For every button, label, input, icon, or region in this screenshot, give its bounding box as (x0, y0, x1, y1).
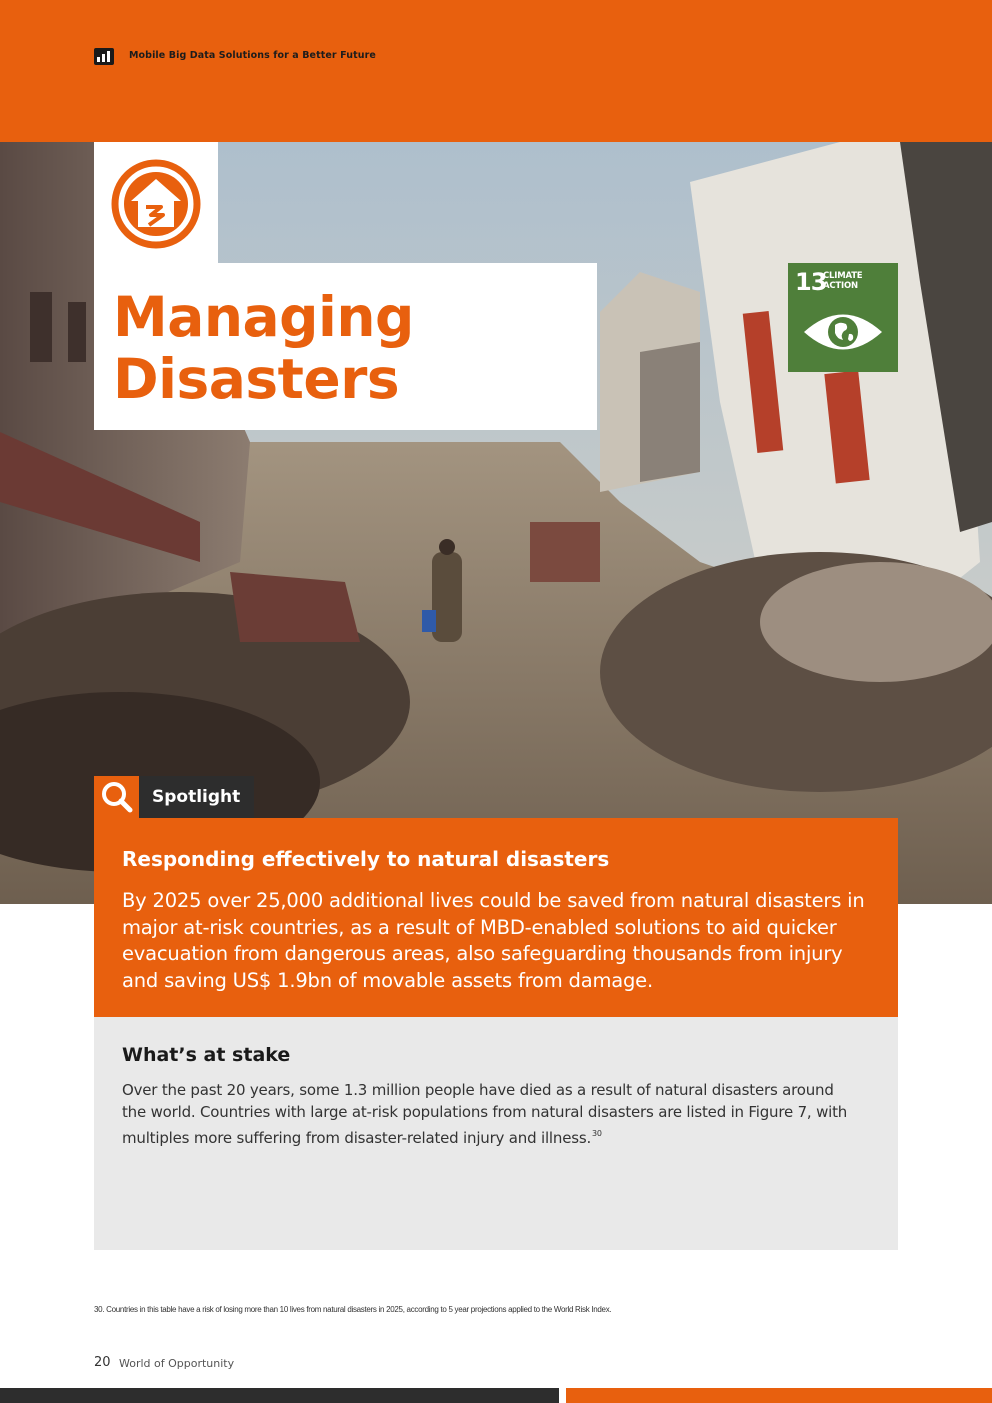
whats-at-stake-body (122, 1079, 862, 1149)
footnote-ref[interactable]: 30 (592, 1129, 602, 1138)
eye-globe-icon (802, 307, 884, 357)
whats-at-stake-text: Over the past 20 years, some 1.3 million people have died as a result of natural disasters around the world. Countries with large at-risk populations from natural disasters are listed in Figure 7, with multiples more suffering from disaster-related injury and illness. (122, 1081, 848, 1147)
whats-at-stake-panel (94, 1017, 898, 1250)
spotlight-panel (94, 818, 898, 1017)
footnote: 30. Countries in this table have a risk of losing more than 10 lives from natural disasters in 2025, according to 5 year projections applied to the World Risk Index. (94, 1305, 612, 1314)
page-title (113, 286, 414, 410)
publication-title: Mobile Big Data Solutions for a Better Future (129, 50, 376, 61)
footer-bar-dark (0, 1388, 559, 1403)
spotlight-heading: Responding effectively to natural disasters (122, 847, 610, 871)
footer-label: World of Opportunity (119, 1357, 235, 1370)
sdg-label (823, 272, 883, 291)
section-icon-box (94, 142, 218, 264)
page-number: 20 (94, 1355, 111, 1370)
footer-bar-orange (566, 1388, 992, 1403)
spotlight-body: By 2025 over 25,000 additional lives could be saved from natural disasters in major at-risk countries, as a result of MBD-enabled solutions to aid quicker evacuation from dangerous areas, also safeguarding thousands from injury and saving US$ 1.9bn of movable assets from damage. (122, 889, 865, 992)
spotlight-icon-box (94, 776, 139, 818)
sdg-number: 13 (795, 268, 827, 296)
sdg-13-badge (788, 263, 898, 372)
title-box (94, 263, 597, 430)
header-band (0, 0, 992, 142)
sdg-label-line-2: ACTION (823, 280, 858, 291)
spotlight-label: Spotlight (152, 787, 241, 807)
title-line-1: Managing (113, 285, 414, 349)
title-line-2: Disasters (113, 347, 400, 411)
magnifier-icon (100, 780, 134, 814)
report-logo-icon (94, 48, 114, 65)
whats-at-stake-heading: What’s at stake (122, 1044, 291, 1066)
sdg-label-line-1: CLIMATE (823, 271, 863, 281)
house-disaster-icon (111, 159, 201, 249)
spotlight-tab (139, 776, 254, 818)
